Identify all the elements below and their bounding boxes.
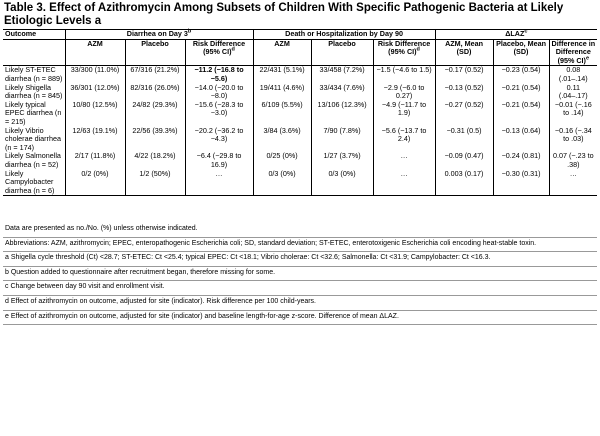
row-outcome: Likely Campylobacter diarrhea (n = 6) bbox=[3, 170, 65, 196]
row-outcome: Likely typical EPEC diarrhea (n = 215) bbox=[5, 99, 62, 126]
table-cell: 0/2 (0%) bbox=[65, 170, 125, 196]
table-cell: −0.30 (0.31) bbox=[493, 170, 549, 196]
table-cell: 33/300 (11.0%) bbox=[65, 66, 125, 84]
table-cell: −0.23 (0.54) bbox=[493, 66, 549, 84]
table-cell: 22/431 (5.1%) bbox=[253, 66, 311, 84]
table-cell: 4/22 (18.2%) bbox=[125, 152, 185, 169]
table-cell: … bbox=[373, 152, 435, 169]
table-row bbox=[3, 170, 597, 196]
row-outcome: Likely Salmonella diarrhea (n = 52) bbox=[5, 151, 61, 169]
table-cell: 33/434 (7.6%) bbox=[311, 84, 373, 101]
table-cell: −5.6 (−13.7 to 2.4) bbox=[373, 127, 435, 153]
table-cell: −0.01 (−.16 to .14) bbox=[549, 101, 597, 127]
footnote: c Change between day 90 visit and enrollment visit. bbox=[3, 281, 597, 296]
table-cell: −15.6 (−28.3 to −3.0) bbox=[185, 101, 253, 127]
table-cell: 7/90 (7.8%) bbox=[311, 127, 373, 153]
table-cell: −0.27 (0.52) bbox=[435, 101, 493, 127]
table-cell: −14.0 (−20.0 to −8.0) bbox=[185, 84, 253, 101]
table-row bbox=[3, 66, 597, 84]
table-cell: 0.08 (.01–.14) bbox=[549, 66, 597, 84]
subheader-placebo: Placebo bbox=[125, 39, 185, 66]
table-cell: 0/25 (0%) bbox=[253, 152, 311, 169]
table-cell: 82/316 (26.0%) bbox=[125, 84, 185, 101]
table-cell: −2.9 (−6.0 to 0.27) bbox=[373, 84, 435, 101]
header-delta-laz: ΔLAZ$^c$ bbox=[435, 30, 597, 40]
footnote: a Shigella cycle threshold (Ct) <28.7; ST-ETEC: Ct <25.4; typical EPEC: Ct <18.1; Vibrio cholerae: Ct <32.6; Salmonella: Ct <31.9; Campylobacter: Ct <16.3. bbox=[3, 252, 597, 267]
footnotes bbox=[3, 223, 597, 325]
table-cell: −0.13 (0.64) bbox=[493, 127, 549, 153]
table-cell: −0.24 (0.81) bbox=[493, 152, 549, 169]
table-cell: −0.17 (0.52) bbox=[435, 66, 493, 84]
subheader-risk-difference: Risk Difference (95% CI)$^d$ bbox=[373, 39, 435, 66]
table-cell: 19/411 (4.6%) bbox=[253, 84, 311, 101]
header-outcome: Outcome bbox=[3, 30, 65, 40]
table-cell: 0/3 (0%) bbox=[311, 170, 373, 196]
header-diarrhea-day3: Diarrhea on Day 3$^b$ bbox=[65, 30, 253, 40]
table-cell: 6/109 (5.5%) bbox=[253, 101, 311, 127]
subheader-placebo-mean: Placebo, Mean (SD) bbox=[493, 39, 549, 66]
table-row bbox=[3, 127, 597, 153]
table-cell: −0.21 (0.54) bbox=[493, 101, 549, 127]
header-blank bbox=[3, 39, 65, 66]
table-row bbox=[3, 101, 597, 127]
table-cell: 0.003 (0.17) bbox=[435, 170, 493, 196]
footnote: Data are presented as no./No. (%) unless otherwise indicated. bbox=[3, 223, 597, 238]
table-cell: −20.2 (−36.2 to −4.3) bbox=[185, 127, 253, 153]
table-cell: −0.16 (−.34 to .03) bbox=[549, 127, 597, 153]
table-row bbox=[3, 84, 597, 101]
table-cell: 12/63 (19.1%) bbox=[65, 127, 125, 153]
footnote: d Effect of azithromycin on outcome, adjusted for site (indicator). Risk difference per 100 child-years. bbox=[3, 296, 597, 311]
table-cell: 1/27 (3.7%) bbox=[311, 152, 373, 169]
table-cell: −6.4 (−29.8 to 16.9) bbox=[185, 152, 253, 169]
table-cell: 1/2 (50%) bbox=[125, 170, 185, 196]
table-cell: −11.2 (−16.8 to −5.6) bbox=[185, 66, 253, 84]
table-cell: 0.11 (.04–.17) bbox=[549, 84, 597, 101]
table-cell: 13/106 (12.3%) bbox=[311, 101, 373, 127]
subheader-azm-mean: AZM, Mean (SD) bbox=[435, 39, 493, 66]
table-title: Table 3. Effect of Azithromycin Among Subsets of Children With Specific Pathogenic Bacteria at Likely Etiologic Levels a bbox=[4, 2, 564, 27]
table-cell: −0.21 (0.54) bbox=[493, 84, 549, 101]
footnote: Abbreviations: AZM, azithromycin; EPEC, enteropathogenic Escherichia coli; SD, standard deviation; ST-ETEC, enterotoxigenic Escherichia coli encoding heat-stable toxin. bbox=[3, 238, 597, 253]
subheader-placebo: Placebo bbox=[311, 39, 373, 66]
table-cell: 24/82 (29.3%) bbox=[125, 101, 185, 127]
row-outcome: Likely Shigella diarrhea (n = 845) bbox=[5, 82, 63, 101]
subheader-azm: AZM bbox=[65, 39, 125, 66]
table-cell: … bbox=[549, 170, 597, 196]
results-table bbox=[3, 29, 597, 196]
subheader-risk-difference: Risk Difference (95% CI)$^d$ bbox=[185, 39, 253, 66]
row-outcome: Likely Vibrio cholerae diarrhea (n = 174) bbox=[5, 125, 61, 152]
table-cell: 67/316 (21.2%) bbox=[125, 66, 185, 84]
table-cell: … bbox=[185, 170, 253, 196]
table-cell: −0.09 (0.47) bbox=[435, 152, 493, 169]
table-cell: 10/80 (12.5%) bbox=[65, 101, 125, 127]
table-cell: 33/458 (7.2%) bbox=[311, 66, 373, 84]
table-cell: −4.9 (−11.7 to 1.9) bbox=[373, 101, 435, 127]
footnote: e Effect of azithromycin on outcome, adjusted for site (indicator) and baseline length-for-age z-score. Difference of mean ΔLAZ. bbox=[3, 311, 597, 326]
table-cell: 36/301 (12.0%) bbox=[65, 84, 125, 101]
table-cell: 0.07 (−.23 to .38) bbox=[549, 152, 597, 169]
table-cell: −0.13 (0.52) bbox=[435, 84, 493, 101]
table-cell: −1.5 (−4.6 to 1.5) bbox=[373, 66, 435, 84]
footnote: b Question added to questionnaire after recruitment began, therefore missing for some. bbox=[3, 267, 597, 282]
header-death-hospitalization: Death or Hospitalization by Day 90 bbox=[253, 30, 435, 40]
subheader-azm: AZM bbox=[253, 39, 311, 66]
table-cell: 22/56 (39.3%) bbox=[125, 127, 185, 153]
table-cell: … bbox=[373, 170, 435, 196]
row-outcome: Likely ST-ETEC diarrhea (n = 889) bbox=[5, 65, 63, 83]
subheader-diff-in-diff: Difference in Difference (95% CI)$^e$ bbox=[549, 39, 597, 66]
table-cell: −0.31 (0.5) bbox=[435, 127, 493, 153]
table-cell: 2/17 (11.8%) bbox=[65, 152, 125, 169]
table-cell: 0/3 (0%) bbox=[253, 170, 311, 196]
table-row bbox=[3, 152, 597, 169]
table-cell: 3/84 (3.6%) bbox=[253, 127, 311, 153]
